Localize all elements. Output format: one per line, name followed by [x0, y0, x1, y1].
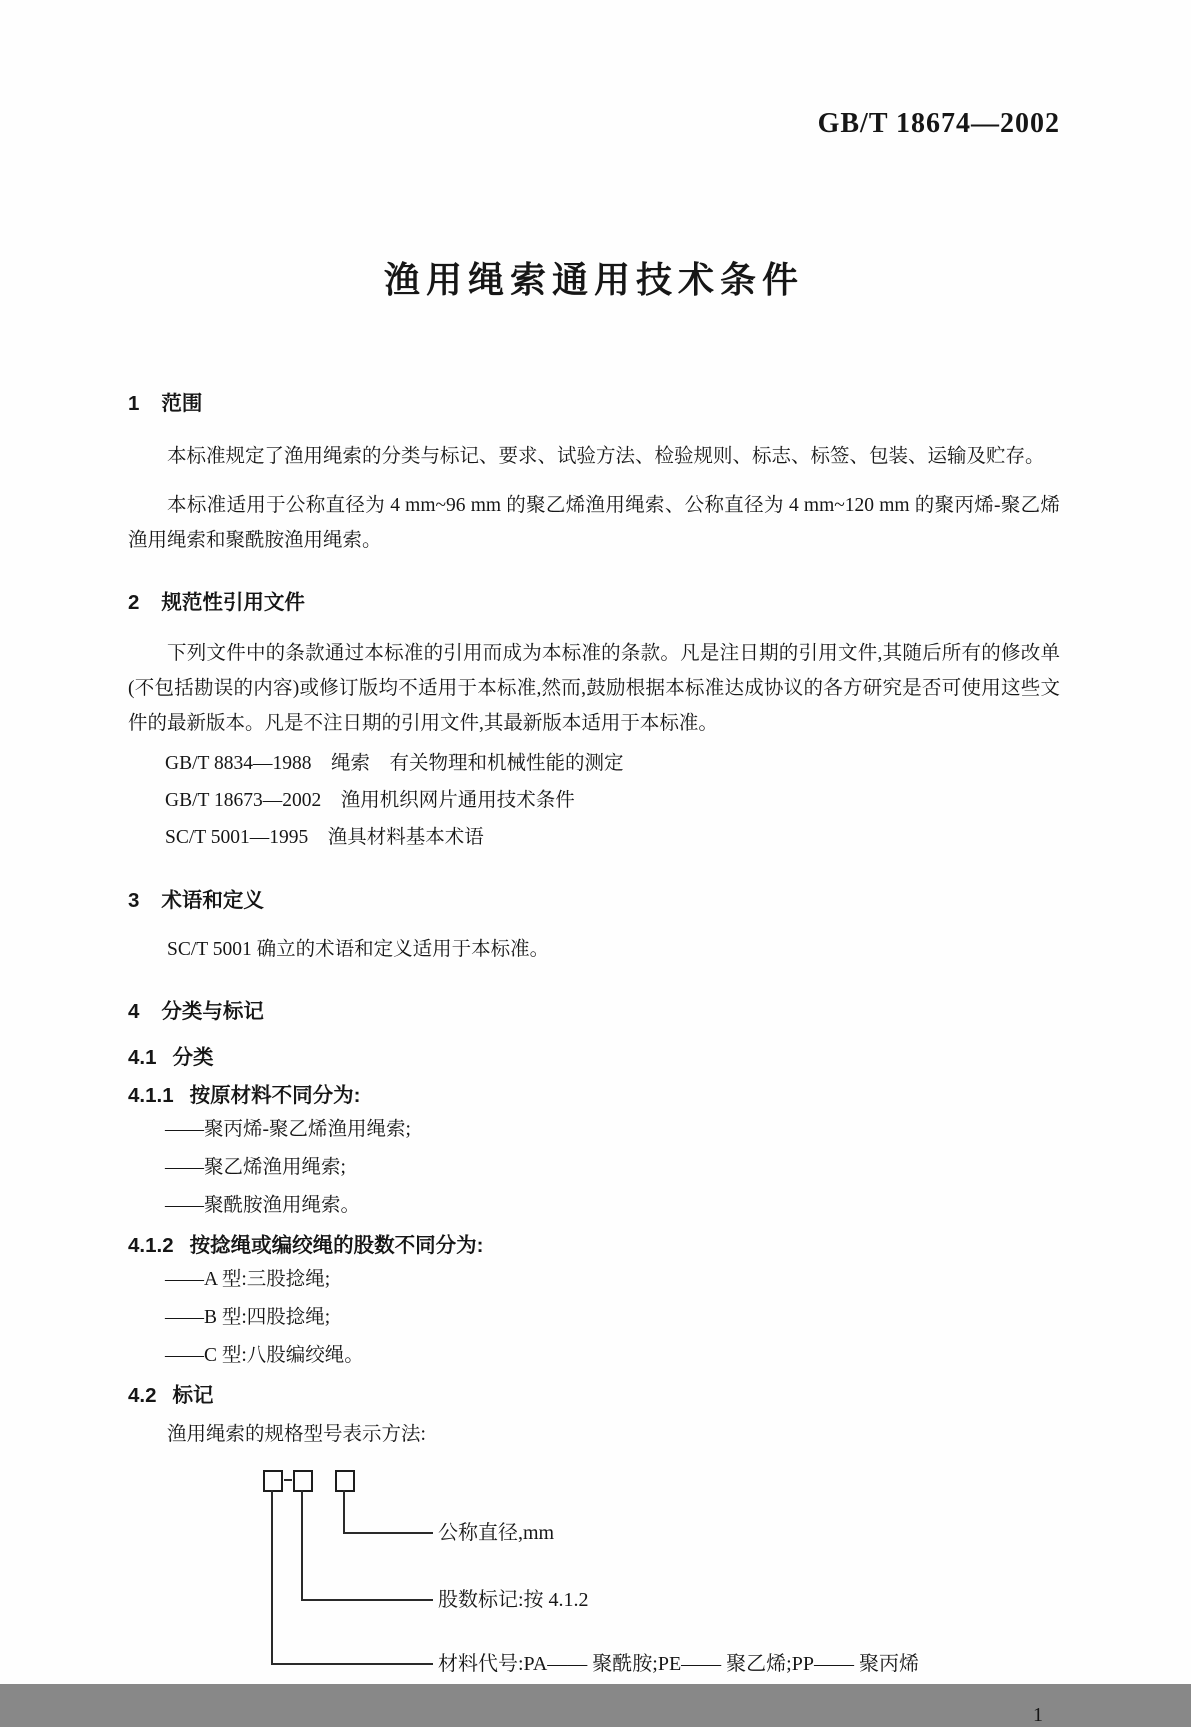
reference-list-item: GB/T 8834—1988 绳索 有关物理和机械性能的测定: [165, 753, 624, 774]
clause-number: 4.2: [128, 1384, 157, 1407]
clause-number: 4.1.2: [128, 1234, 174, 1257]
scope-paragraph-2: 本标准适用于公称直径为 4 mm~96 mm 的聚乙烯渔用绳索、公称直径为 4 mm~120 mm 的聚丙烯-聚乙烯渔用绳索和聚酰胺渔用绳索。: [128, 495, 1060, 551]
connector-line-strands-horizontal: [301, 1599, 433, 1601]
clause-heading-4-2: [128, 1381, 1060, 1411]
section-number: 2: [128, 591, 140, 614]
diagram-box-separator-dash: [284, 1479, 292, 1481]
clause-number: 4.1.1: [128, 1084, 174, 1107]
section-heading-classification: [128, 997, 1060, 1027]
diagram-label-material: 材料代号:PA—— 聚酰胺;PE—— 聚乙烯;PP—— 聚丙烯: [438, 1653, 919, 1675]
section-heading-text: 术语和定义: [161, 889, 264, 912]
list-item: ——C 型:八股编绞绳。: [165, 1345, 364, 1366]
connector-line-diameter: [343, 1490, 345, 1534]
page-number: 1: [1033, 1704, 1043, 1726]
rope-designation-diagram: [128, 1458, 1060, 1690]
terms-paragraph: SC/T 5001 确立的术语和定义适用于本标准。: [167, 939, 550, 960]
reference-list-item: GB/T 18673—2002 渔用机织网片通用技术条件: [165, 790, 575, 811]
clause-number: 4.1: [128, 1046, 157, 1069]
clause-heading-4-1-1: [128, 1081, 1060, 1111]
section-number: 3: [128, 889, 140, 912]
list-item: ——聚酰胺渔用绳索。: [165, 1195, 361, 1216]
list-item: ——聚乙烯渔用绳索;: [165, 1157, 346, 1178]
marking-intro-paragraph: 渔用绳索的规格型号表示方法:: [167, 1424, 426, 1445]
section-heading-text: 规范性引用文件: [161, 591, 305, 614]
section-heading-text: 范围: [161, 392, 203, 415]
section-number: 4: [128, 1000, 140, 1023]
clause-heading-4-1-2: [128, 1231, 1060, 1261]
reference-list-item: SC/T 5001—1995 渔具材料基本术语: [165, 827, 484, 848]
section-heading-references: [128, 588, 1060, 618]
diagram-label-diameter: 公称直径,mm: [438, 1522, 555, 1544]
diagram-label-strands: 股数标记:按 4.1.2: [438, 1589, 589, 1611]
connector-line-material: [271, 1490, 273, 1665]
clause-heading-text: 分类: [172, 1046, 214, 1069]
scope-paragraph-1: 本标准规定了渔用绳索的分类与标记、要求、试验方法、检验规则、标志、标签、包装、运输及贮存。: [167, 446, 1045, 467]
section-heading-text: 分类与标记: [161, 1000, 264, 1023]
diagram-box-material-code: [263, 1470, 283, 1492]
standard-number: GB/T 18674—2002: [817, 108, 1060, 139]
section-number: 1: [128, 392, 140, 415]
list-item: ——B 型:四股捻绳;: [165, 1307, 331, 1328]
reference-list: [128, 745, 1060, 856]
list-item: ——聚丙烯-聚乙烯渔用绳索;: [165, 1119, 411, 1140]
list-item: ——A 型:三股捻绳;: [165, 1269, 331, 1290]
clause-heading-text: 标记: [172, 1384, 214, 1407]
connector-line-material-horizontal: [271, 1663, 433, 1665]
clause-heading-text: 按捻绳或编绞绳的股数不同分为:: [189, 1234, 484, 1257]
connector-line-strands: [301, 1490, 303, 1601]
material-type-list: [128, 1111, 1060, 1225]
page-title: 渔用绳索通用技术条件: [383, 259, 804, 300]
clause-heading-text: 按原材料不同分为:: [189, 1084, 361, 1107]
references-paragraph: 下列文件中的条款通过本标准的引用而成为本标准的条款。凡是注日期的引用文件,其随后所有的修改单(不包括勘误的内容)或修订版均不适用于本标准,然而,鼓励根据本标准达成协议的各方研究是否可使用这些文件的最新版本。凡是不注日期的引用文件,其最新版本适用于本标准。: [128, 643, 1060, 734]
diagram-box-strand-mark: [293, 1470, 313, 1492]
section-heading-terms: [128, 886, 1060, 916]
diagram-box-diameter: [335, 1470, 355, 1492]
strand-type-list: [128, 1261, 1060, 1375]
clause-heading-4-1: [128, 1043, 1060, 1073]
connector-line-diameter-horizontal: [343, 1532, 433, 1534]
section-heading-scope: [128, 389, 1060, 419]
